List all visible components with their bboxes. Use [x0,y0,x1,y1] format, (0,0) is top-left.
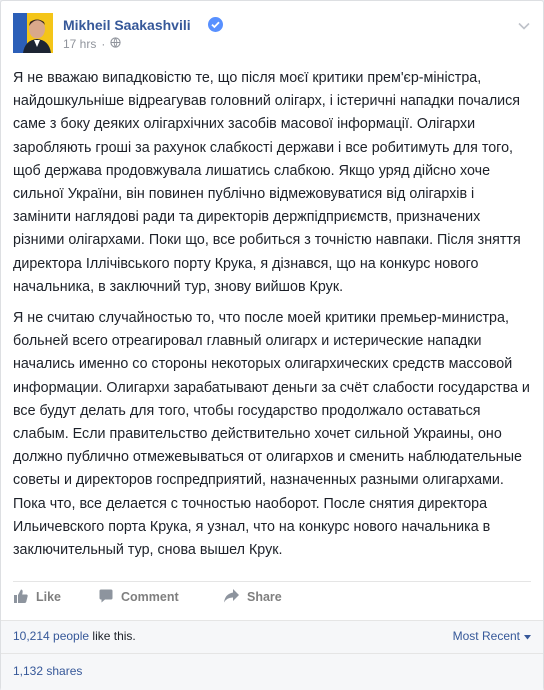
like-label: Like [36,590,62,604]
like-button[interactable] [13,582,61,612]
like-icon [13,588,36,607]
share-label: Share [247,590,282,604]
post-paragraph-russian: Я не считаю случайностью то, что после моей критики премьер-министра, больней всего отреагировал главный олигарх и истерические нападки начались именно со стороны некоторых олигархических средств массовой информации. Олигархи зарабатывают деньги за счёт слабости государства и все будут делать для того, чтобы государство продолжало оставаться слабым. Если правительство действительно хочет сильной Украины, оно должно публично отмежевываться от олигархов и сменить наблюдательные советы и директоров госпредприятий, назначенных разными олигархами. Пока что, все делается с точностью наоборот. После снятия директора Ильичевского порта Крука, я узнал, что на конкурс нового начальника в заключительный тур, снова вышел Крук. [13,310,530,559]
verified-badge-icon [208,17,223,32]
comment-icon [98,588,121,607]
post-timestamp[interactable]: 17 hrs [63,37,97,51]
likes-summary [13,629,136,643]
post-body [13,67,531,570]
post-meta [63,37,121,51]
likes-summary-row [1,620,543,653]
separator-dot: · [101,37,106,51]
likes-count-link[interactable]: 10,214 people [13,629,90,643]
avatar[interactable] [13,13,53,53]
comment-label: Comment [121,590,179,604]
comment-button[interactable] [98,582,179,612]
globe-icon [110,37,121,51]
dropdown-arrow-icon [520,629,531,643]
share-button[interactable] [223,582,282,612]
author-name[interactable]: Mikheil Saakashvili [63,17,191,33]
chevron-down-icon[interactable] [517,19,531,33]
comment-sort-dropdown[interactable] [453,629,531,643]
comment-sort-label: Most Recent [452,629,520,643]
post-header [13,13,533,53]
post-paragraph-ukrainian: Я не вважаю випадковістю те, що після моєї критики прем'єр-міністра, найдошкульніше відреагував головний олігарх, і істеричні нападки почалися саме з боку деяких олігархічних засобів масової інформації. Олігархи заробляють гроші за рахунок слабкості держави і все робитимуть для того, щоб держава продовжувала лишатись слабкою. Якщо уряд дійсно хоче сильної України, він повинен публічно відмежовуватися від олігархів і замінити наглядові ради та директорів держпідприємств, призначених різними олігархами. Поки що, все робиться з точністю навпаки. Після зняття директора Іллічівського порту Крука, я дізнався, що на конкурс нового начальника, в заключний тур, знову вийшов Крук. [13,70,521,295]
action-bar [13,581,531,612]
shares-count-link[interactable]: 1,132 shares [13,664,83,678]
likes-suffix: like this. [89,629,136,643]
shares-row [1,653,543,690]
share-icon [223,588,247,607]
